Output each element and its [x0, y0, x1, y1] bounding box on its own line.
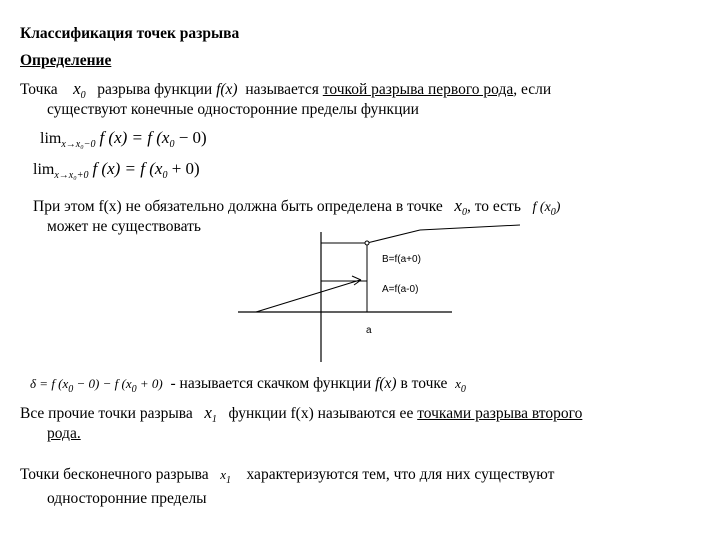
x0-symbol: $x_0$ [455, 376, 466, 395]
second-kind-line-1: Все прочие точки разрыва $x_1$ функции f(x) называются ее точками разрыва второго [20, 403, 583, 425]
fx0-symbol: f $(x_0)$ [532, 200, 561, 218]
second-kind-term: точками разрыва второго [417, 405, 583, 422]
fx-symbol: f(x) [216, 81, 238, 98]
x1-symbol: $x_1$ [220, 467, 232, 486]
right-branch [367, 230, 420, 243]
left-limit-formula: $\lim_{x\to x_0-0} f$ (x) = f $(x_0 - 0)$ [40, 128, 207, 150]
first-kind-term: точкой разрыва первого рода [322, 81, 514, 98]
jump-line: δ = f $(x_0 - 0) - f$ $(x_0 + 0)$ - называется скачком функции f(x) в точке $x_0$ [30, 375, 466, 395]
definition-line-2: существуют конечные односторонние пределы функции [47, 101, 419, 118]
second-kind-line-2: рода. [47, 425, 81, 442]
infinite-line-2: односторонние пределы [47, 490, 207, 507]
note-line-1: При этом f(x) не обязательно должна быть определена в точке $x_0$, то есть f $(x_0)$ [33, 196, 561, 218]
infinite-line-1: Точки бесконечного разрыва $x_1$ характеризуются тем, что для них существуют [20, 466, 555, 486]
left-branch [256, 280, 360, 312]
right-limit-formula: $\lim_{x\to x_0+0} f$ (x) = f $(x_0 + 0)$ [33, 159, 200, 181]
note-line-2: может не существовать [47, 218, 201, 235]
label-a: A=f(a-0) [382, 284, 419, 295]
x0-symbol: $x_0$ [454, 196, 467, 218]
x1-symbol: $x_1$ [204, 403, 217, 425]
page-title: Классификация точек разрыва [20, 25, 240, 42]
label-b: B=f(a+0) [382, 254, 421, 265]
definition-text-b: называется [245, 81, 319, 98]
definition-text-c: , если [513, 81, 552, 98]
section-subheading: Определение [20, 52, 112, 69]
x0-symbol: $x_0$ [73, 79, 86, 101]
word-point: Точка [20, 81, 58, 98]
label-point-a: a [366, 325, 372, 336]
delta-formula: δ = f $(x_0 - 0) - f$ $(x_0 + 0)$ [30, 376, 163, 395]
definition-text-a: разрыва функции [97, 81, 213, 98]
point-b [365, 241, 369, 245]
